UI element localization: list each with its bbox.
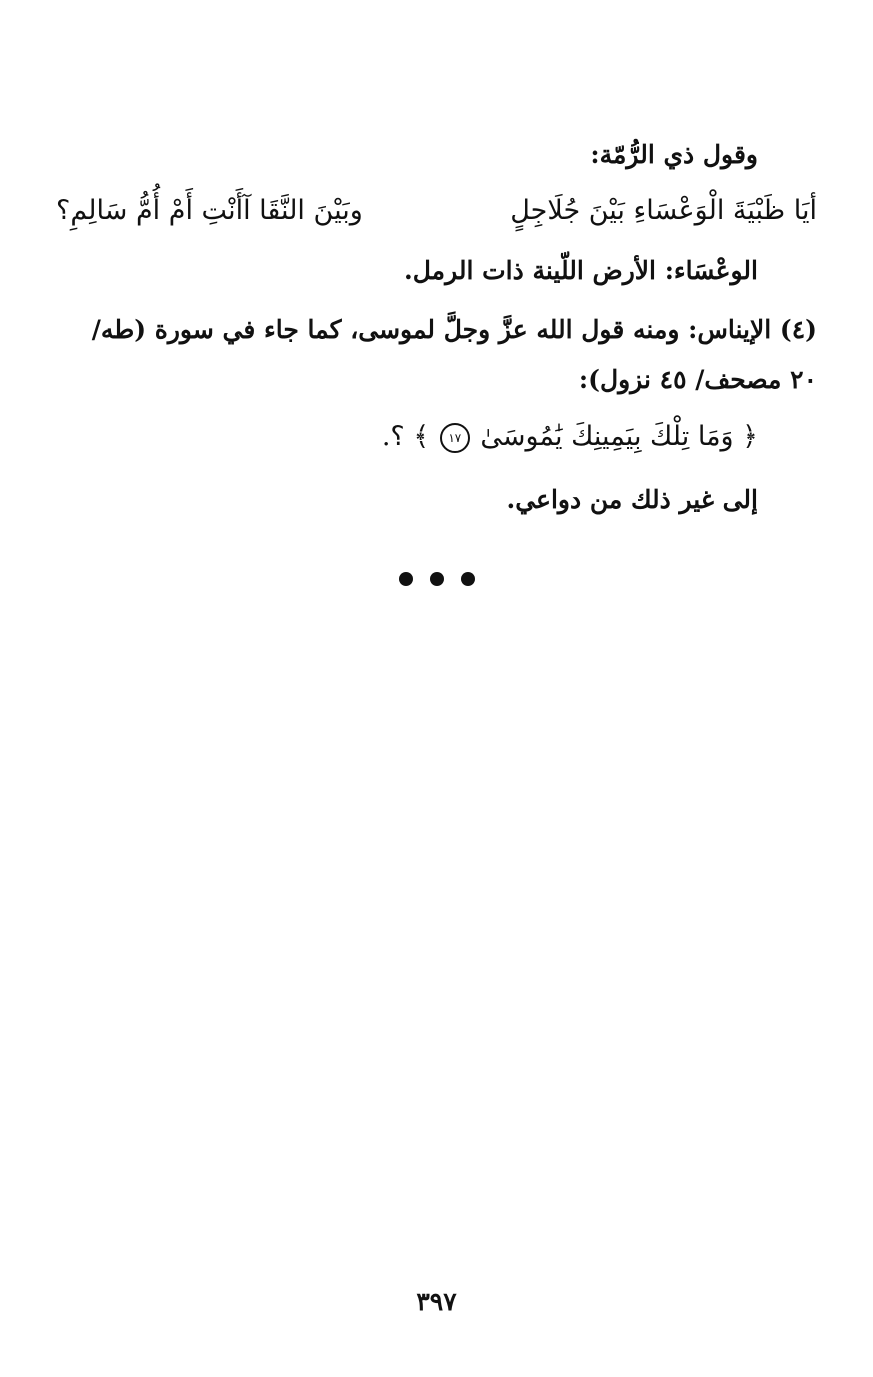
intro-line: وقول ذي الرُّمّة: [590,140,758,169]
paragraph-line-2: ٢٠ مصحف/ ٤٥ نزول): [578,365,817,394]
quran-close-bracket: ﴾ [413,421,430,452]
section-divider [0,572,873,586]
page-number: ٣٩٧ [416,1287,457,1316]
verse-second-hemistich: وبَيْنَ النَّقَا آأَنْتِ أَمْ أُمُّ سَالِمِ؟ [56,195,363,226]
paragraph-line-1: (٤) الإيناس: ومنه قول الله عزَّ وجلَّ لموسى، كما جاء في سورة (طه/ [91,315,817,344]
divider-dot [461,572,475,586]
verse-first-hemistich: أيَا ظَبْيَةَ الْوَعْسَاءِ بَيْنَ جُلَاجِلٍ [510,195,817,226]
quran-quote [382,420,758,454]
vocabulary-gloss: الوعْسَاء: الأرض اللّينة ذات الرمل. [404,256,758,285]
ayah-number-marker: ١٧ [440,423,470,453]
quran-suffix: ؟. [381,421,405,452]
divider-dot [430,572,444,586]
closing-line: إلى غير ذلك من دواعي. [506,485,758,514]
quran-open-bracket: ﴿ [742,421,758,452]
quran-verse-text: وَمَا تِلْكَ بِيَمِينِكَ يَٰمُوسَىٰ [480,421,734,452]
divider-dot [399,572,413,586]
